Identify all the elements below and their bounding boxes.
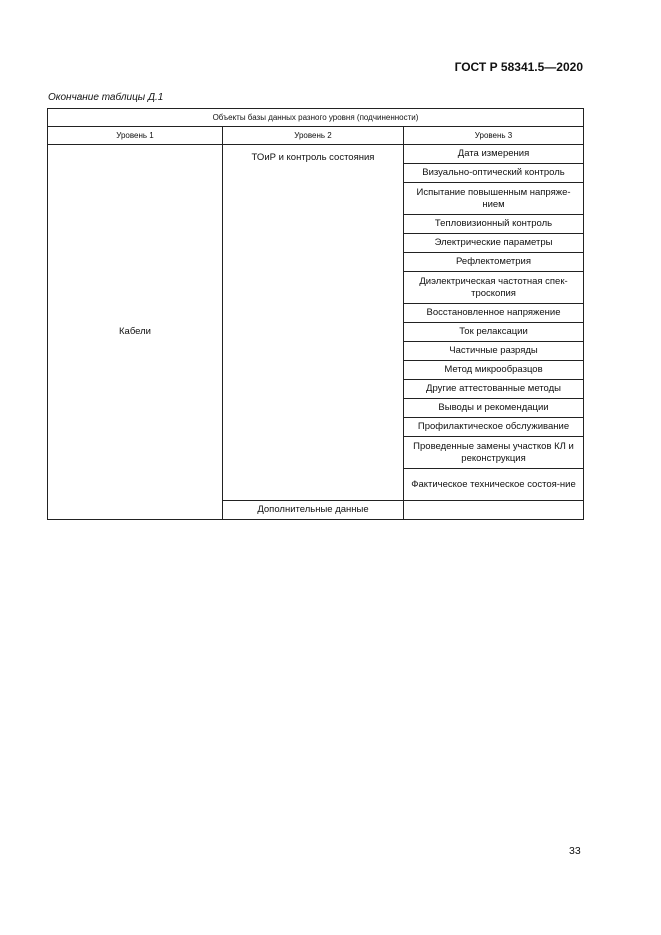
level3-item: Другие аттестованные методы <box>404 380 584 399</box>
level3-item: Ток релаксации <box>404 323 584 342</box>
level3-item: Выводы и рекомендации <box>404 399 584 418</box>
objects-table <box>47 108 584 520</box>
level3-item: Испытание повышенным напряже-нием <box>404 183 584 215</box>
column-header-level-1: Уровень 1 <box>48 127 223 145</box>
level3-item: Дата измерения <box>404 145 584 164</box>
page-number: 33 <box>569 845 581 857</box>
document-code: ГОСТ Р 58341.5—2020 <box>454 60 583 74</box>
level3-item: Метод микрообразцов <box>404 361 584 380</box>
table-title: Объекты базы данных разного уровня (подчиненности) <box>48 109 584 127</box>
level3-item: Рефлектометрия <box>404 253 584 272</box>
level3-item: Профилактическое обслуживание <box>404 418 584 437</box>
level3-cell-extra-empty <box>404 501 584 520</box>
column-header-level-2: Уровень 2 <box>223 127 404 145</box>
column-header-level-3: Уровень 3 <box>404 127 584 145</box>
level3-item: Частичные разряды <box>404 342 584 361</box>
level2-cell-extra: Дополнительные данные <box>223 501 404 520</box>
level3-item: Диэлектрическая частотная спек-троскопия <box>404 272 584 304</box>
table-header-row <box>48 127 584 145</box>
level3-item: Восстановленное напряжение <box>404 304 584 323</box>
level3-item: Электрические параметры <box>404 234 584 253</box>
table-caption: Окончание таблицы Д.1 <box>48 92 164 103</box>
level3-item: Фактическое техническое состоя-ние <box>404 469 584 501</box>
level3-item: Тепловизионный контроль <box>404 215 584 234</box>
table-title-row <box>48 109 584 127</box>
level3-item: Проведенные замены участков КЛ и реконструкция <box>404 437 584 469</box>
level1-cell: Кабели <box>48 145 223 520</box>
level3-item: Визуально-оптический контроль <box>404 164 584 183</box>
level2-cell-main: ТОиР и контроль состояния <box>223 145 404 501</box>
